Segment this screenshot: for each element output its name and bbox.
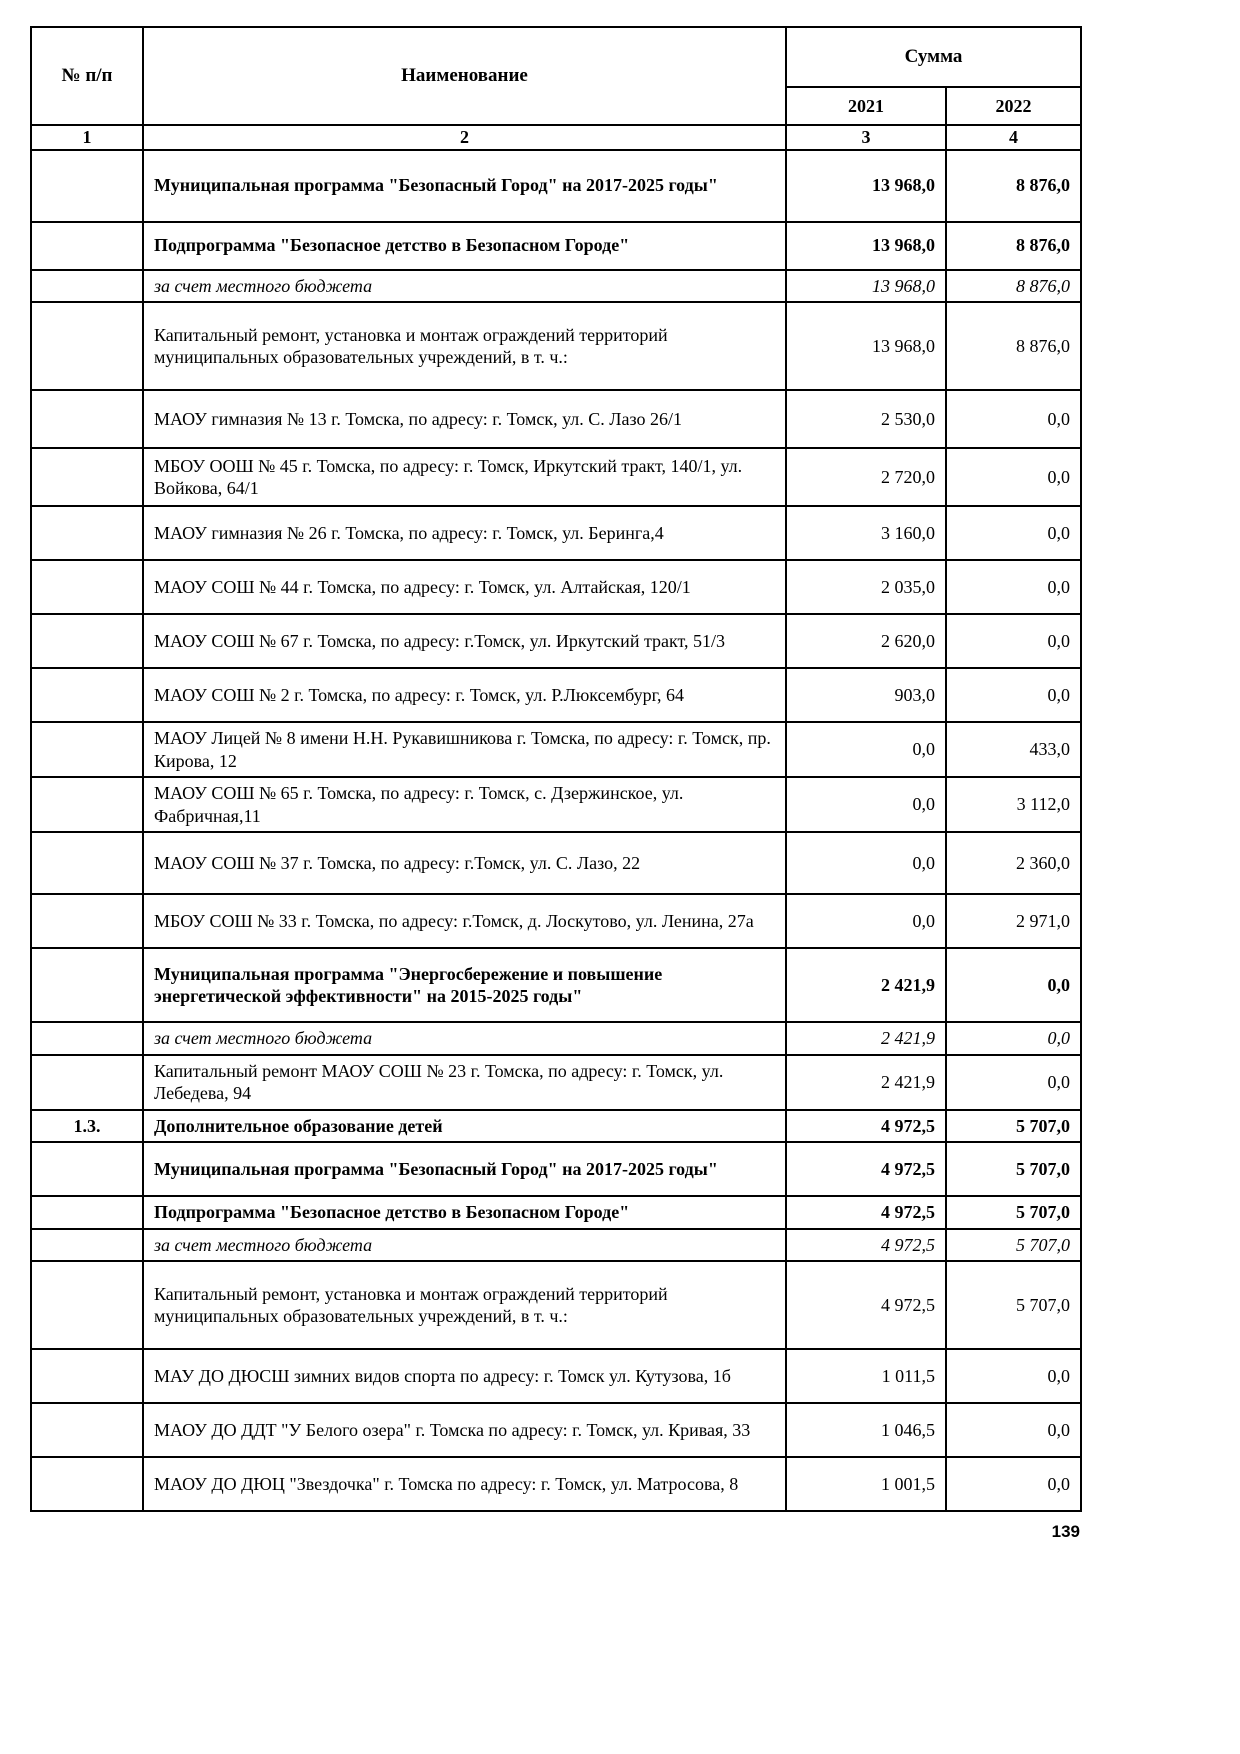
cell-name: Подпрограмма "Безопасное детство в Безопасном Городе" (143, 222, 786, 270)
cell-name: МАОУ СОШ № 2 г. Томска, по адресу: г. Томск, ул. Р.Люксембург, 64 (143, 668, 786, 722)
cell-value-2021: 13 968,0 (786, 270, 946, 303)
cell-name: за счет местного бюджета (143, 1229, 786, 1262)
cell-value-2022: 0,0 (946, 1022, 1081, 1055)
cell-value-2021: 0,0 (786, 832, 946, 894)
cell-row-number (31, 777, 143, 832)
cell-name: МАОУ СОШ № 65 г. Томска, по адресу: г. Томск, с. Дзержинское, ул. Фабричная,11 (143, 777, 786, 832)
cell-name: МАОУ гимназия № 13 г. Томска, по адресу: г. Томск, ул. С. Лазо 26/1 (143, 390, 786, 448)
table-row (31, 1349, 1081, 1403)
cell-name: МАОУ ДО ДДТ "У Белого озера" г. Томска по адресу: г. Томск, ул. Кривая, 33 (143, 1403, 786, 1457)
cell-value-2021: 0,0 (786, 894, 946, 948)
table-row (31, 948, 1081, 1022)
cell-value-2021: 1 046,5 (786, 1403, 946, 1457)
cell-name: МАОУ гимназия № 26 г. Томска, по адресу: г. Томск, ул. Беринга,4 (143, 506, 786, 560)
cell-value-2021: 2 421,9 (786, 1055, 946, 1110)
table-row (31, 1055, 1081, 1110)
cell-name: МБОУ ООШ № 45 г. Томска, по адресу: г. Томск, Иркутский тракт, 140/1, ул. Войкова, 64/1 (143, 448, 786, 506)
cell-value-2022: 0,0 (946, 1457, 1081, 1511)
table-row (31, 1110, 1081, 1143)
cell-row-number (31, 614, 143, 668)
cell-row-number (31, 302, 143, 390)
cell-row-number (31, 1229, 143, 1262)
cell-row-number (31, 1142, 143, 1196)
cell-row-number (31, 560, 143, 614)
table-row (31, 668, 1081, 722)
table-row (31, 390, 1081, 448)
cell-name: МАОУ ДО ДЮЦ "Звездочка" г. Томска по адресу: г. Томск, ул. Матросова, 8 (143, 1457, 786, 1511)
table-row (31, 1022, 1081, 1055)
cell-name: Подпрограмма "Безопасное детство в Безопасном Городе" (143, 1196, 786, 1229)
cell-name: Муниципальная программа "Энергосбережение и повышение энергетической эффективности" на 2015-2025 годы" (143, 948, 786, 1022)
cell-value-2021: 3 160,0 (786, 506, 946, 560)
cell-row-number (31, 1196, 143, 1229)
table-row (31, 832, 1081, 894)
cell-row-number (31, 1261, 143, 1349)
cell-value-2022: 5 707,0 (946, 1261, 1081, 1349)
table-row (31, 1403, 1081, 1457)
cell-value-2022: 5 707,0 (946, 1196, 1081, 1229)
cell-value-2021: 4 972,5 (786, 1110, 946, 1143)
table-header (31, 27, 1081, 150)
cell-value-2021: 903,0 (786, 668, 946, 722)
cell-value-2021: 2 421,9 (786, 1022, 946, 1055)
cell-value-2021: 4 972,5 (786, 1196, 946, 1229)
table-row (31, 1457, 1081, 1511)
cell-value-2022: 5 707,0 (946, 1229, 1081, 1262)
cell-name: за счет местного бюджета (143, 1022, 786, 1055)
table-row (31, 150, 1081, 222)
cell-value-2021: 0,0 (786, 777, 946, 832)
cell-value-2022: 8 876,0 (946, 270, 1081, 303)
budget-table (30, 26, 1082, 1512)
cell-value-2022: 0,0 (946, 1403, 1081, 1457)
cell-row-number (31, 448, 143, 506)
table-row (31, 1261, 1081, 1349)
cell-row-number (31, 222, 143, 270)
cell-row-number (31, 1022, 143, 1055)
cell-value-2022: 2 360,0 (946, 832, 1081, 894)
header-col-num: № п/п (31, 27, 143, 125)
cell-value-2021: 2 620,0 (786, 614, 946, 668)
cell-name: МБОУ СОШ № 33 г. Томска, по адресу: г.Томск, д. Лоскутово, ул. Ленина, 27а (143, 894, 786, 948)
table-body (31, 150, 1081, 1512)
cell-value-2022: 0,0 (946, 560, 1081, 614)
cell-value-2021: 4 972,5 (786, 1261, 946, 1349)
cell-row-number: 1.3. (31, 1110, 143, 1143)
cell-value-2022: 8 876,0 (946, 150, 1081, 222)
cell-value-2022: 0,0 (946, 668, 1081, 722)
table-row (31, 1229, 1081, 1262)
column-index-2: 2 (143, 125, 786, 150)
cell-name: за счет местного бюджета (143, 270, 786, 303)
cell-name: Муниципальная программа "Безопасный Город" на 2017-2025 годы" (143, 150, 786, 222)
table-row (31, 614, 1081, 668)
cell-name: Капитальный ремонт МАОУ СОШ № 23 г. Томска, по адресу: г. Томск, ул. Лебедева, 94 (143, 1055, 786, 1110)
cell-value-2021: 4 972,5 (786, 1142, 946, 1196)
cell-value-2022: 0,0 (946, 448, 1081, 506)
cell-value-2021: 4 972,5 (786, 1229, 946, 1262)
cell-row-number (31, 506, 143, 560)
cell-name: МАОУ СОШ № 67 г. Томска, по адресу: г.Томск, ул. Иркутский тракт, 51/3 (143, 614, 786, 668)
cell-value-2022: 2 971,0 (946, 894, 1081, 948)
table-row (31, 894, 1081, 948)
cell-value-2021: 0,0 (786, 722, 946, 777)
cell-value-2022: 8 876,0 (946, 222, 1081, 270)
cell-value-2022: 0,0 (946, 506, 1081, 560)
cell-row-number (31, 390, 143, 448)
table-row (31, 722, 1081, 777)
table-row (31, 1196, 1081, 1229)
cell-name: Муниципальная программа "Безопасный Город" на 2017-2025 годы" (143, 1142, 786, 1196)
cell-value-2022: 0,0 (946, 390, 1081, 448)
cell-row-number (31, 1055, 143, 1110)
table-row (31, 270, 1081, 303)
cell-value-2022: 433,0 (946, 722, 1081, 777)
cell-row-number (31, 722, 143, 777)
cell-name: МАОУ СОШ № 44 г. Томска, по адресу: г. Томск, ул. Алтайская, 120/1 (143, 560, 786, 614)
cell-value-2021: 2 035,0 (786, 560, 946, 614)
cell-row-number (31, 948, 143, 1022)
page-number: 139 (1051, 1522, 1080, 1541)
cell-value-2021: 1 011,5 (786, 1349, 946, 1403)
cell-value-2022: 0,0 (946, 1349, 1081, 1403)
cell-row-number (31, 1349, 143, 1403)
header-year-2022: 2022 (946, 87, 1081, 125)
cell-row-number (31, 270, 143, 303)
cell-value-2021: 13 968,0 (786, 302, 946, 390)
column-index-4: 4 (946, 125, 1081, 150)
cell-value-2022: 5 707,0 (946, 1110, 1081, 1143)
cell-row-number (31, 668, 143, 722)
header-col-sum: Сумма (786, 27, 1081, 87)
table-row (31, 448, 1081, 506)
cell-row-number (31, 1403, 143, 1457)
cell-value-2022: 8 876,0 (946, 302, 1081, 390)
table-row (31, 222, 1081, 270)
cell-value-2021: 2 530,0 (786, 390, 946, 448)
column-index-1: 1 (31, 125, 143, 150)
header-year-2021: 2021 (786, 87, 946, 125)
cell-value-2022: 5 707,0 (946, 1142, 1081, 1196)
cell-name: МАУ ДО ДЮСШ зимних видов спорта по адресу: г. Томск ул. Кутузова, 1б (143, 1349, 786, 1403)
cell-name: Дополнительное образование детей (143, 1110, 786, 1143)
cell-value-2022: 0,0 (946, 948, 1081, 1022)
cell-value-2021: 13 968,0 (786, 222, 946, 270)
cell-value-2021: 1 001,5 (786, 1457, 946, 1511)
header-col-name: Наименование (143, 27, 786, 125)
table-row (31, 777, 1081, 832)
table-row (31, 302, 1081, 390)
cell-name: Капитальный ремонт, установка и монтаж ограждений территорий муниципальных образовательных учреждений, в т. ч.: (143, 1261, 786, 1349)
cell-value-2022: 0,0 (946, 1055, 1081, 1110)
cell-name: Капитальный ремонт, установка и монтаж ограждений территорий муниципальных образовательных учреждений, в т. ч.: (143, 302, 786, 390)
cell-row-number (31, 894, 143, 948)
cell-row-number (31, 1457, 143, 1511)
cell-value-2022: 3 112,0 (946, 777, 1081, 832)
table-row (31, 560, 1081, 614)
cell-name: МАОУ СОШ № 37 г. Томска, по адресу: г.Томск, ул. С. Лазо, 22 (143, 832, 786, 894)
cell-row-number (31, 832, 143, 894)
cell-value-2021: 2 720,0 (786, 448, 946, 506)
column-index-3: 3 (786, 125, 946, 150)
table-row (31, 506, 1081, 560)
cell-row-number (31, 150, 143, 222)
table-row (31, 1142, 1081, 1196)
cell-value-2021: 2 421,9 (786, 948, 946, 1022)
cell-value-2022: 0,0 (946, 614, 1081, 668)
cell-name: МАОУ Лицей № 8 имени Н.Н. Рукавишникова г. Томска, по адресу: г. Томск, пр. Кирова, 12 (143, 722, 786, 777)
cell-value-2021: 13 968,0 (786, 150, 946, 222)
